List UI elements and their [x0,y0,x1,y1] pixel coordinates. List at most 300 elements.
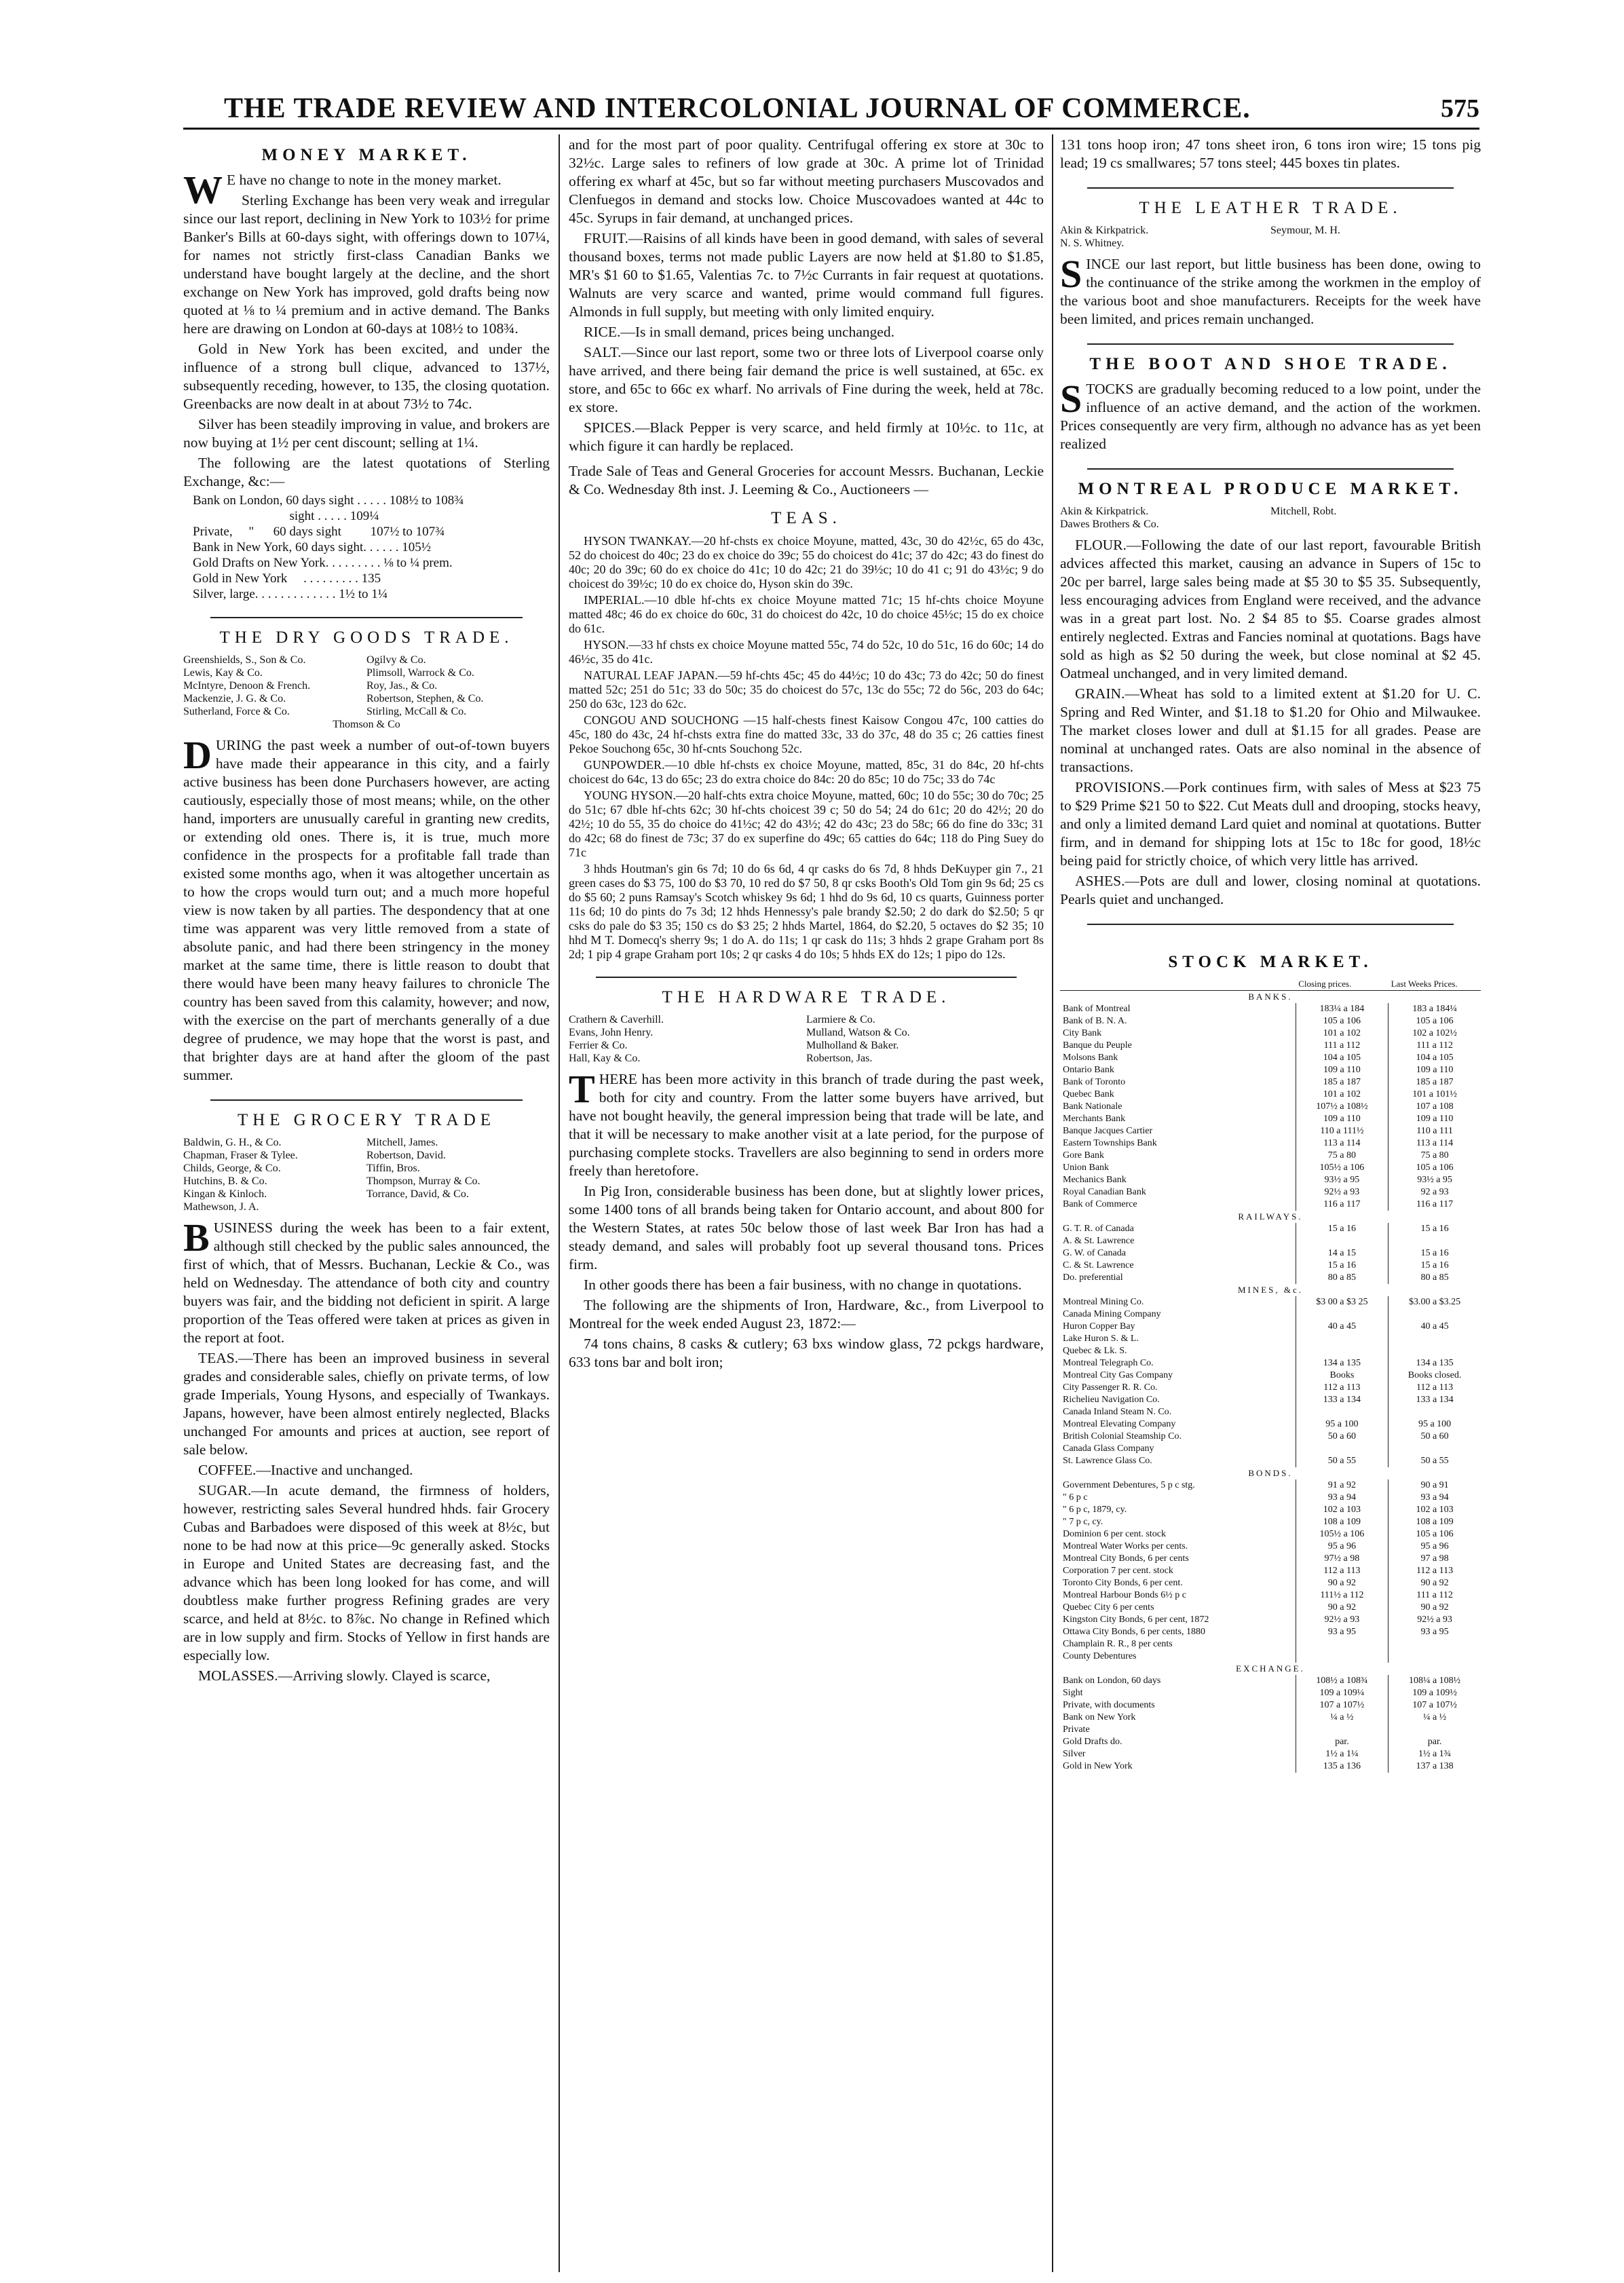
table-row [1060,1724,1481,1736]
table-row [1060,1541,1481,1553]
stock-closing-price: 109 a 110 [1296,1064,1388,1076]
table-row [1060,1650,1481,1663]
exchange-quotations: Bank on London, 60 days sight . . . . . 108½ to 108¾ sight . . . . . 109¼ Private, " 60 days sight 107½ to 107¾ Bank in New York, 60 days sight. . . . . . 105½ Gold Drafts on New York. . . . . . . . . ⅛ to ¼ prem. Gold in New York . . . . . . . . . 135 Silver, large. . . . . . . . . . . . . 1½ to 1¼ [193,493,464,601]
stock-name: Gold in New York [1063,1761,1133,1771]
section-heading-money-market: MONEY MARKET. [261,146,472,164]
stock-last-week-price: 93 a 94 [1389,1492,1481,1504]
stock-name: Quebec & Lk. S. [1063,1346,1127,1356]
stock-section-label: RAILWAYS. [1238,1211,1303,1222]
stock-last-week-price: 107 a 108 [1389,1101,1481,1113]
stock-closing-price: 111½ a 112 [1296,1589,1388,1602]
stock-name: Quebec City 6 per cents [1063,1602,1154,1612]
section-heading-grocery: THE GROCERY TRADE [237,1111,496,1129]
stock-section-label: EXCHANGE. [1236,1663,1305,1674]
section-rule [1087,187,1454,189]
paragraph: Silver has been steadily improving in value, and brokers are now buying at 1½ per cent discount; selling at 1¼. [183,416,550,451]
table-row [1060,1675,1481,1687]
table-row [1060,1614,1481,1626]
firm: Baldwin, G. H., & Co. [183,1137,282,1148]
stock-name: Kingston City Bonds, 6 per cent, 1872 [1063,1615,1209,1625]
table-row [1060,1638,1481,1650]
stock-last-week-price: 75 a 80 [1389,1150,1481,1162]
stock-closing-price: 93 a 95 [1296,1626,1388,1638]
table-row [1060,1015,1481,1027]
firm: Mitchell, James. [366,1137,438,1148]
stock-name: Champlain R. R., 8 per cents [1063,1639,1173,1649]
stock-closing-price: 104 a 105 [1296,1052,1388,1064]
stock-closing-price: $3 00 a $3 25 [1296,1296,1388,1308]
stock-last-week-price [1389,1333,1481,1345]
table-row [1060,1199,1481,1211]
firm: Mulholland & Baker. [806,1040,899,1051]
table-row [1060,1308,1481,1321]
table-row [1060,1553,1481,1565]
firm [1270,518,1481,531]
stock-last-week-price [1389,1638,1481,1650]
stock-table-body [1060,991,1481,1773]
table-row [1060,1370,1481,1382]
stock-name: Corporation 7 per cent. stock [1063,1566,1173,1576]
stock-closing-price: 1½ a 1¼ [1296,1748,1388,1760]
table-row [1060,1272,1481,1284]
stock-closing-price: 95 a 96 [1296,1541,1388,1553]
stock-name: Sight [1063,1688,1083,1698]
paragraph: The following are the latest quotations of Sterling Exchange, &c:— [183,455,550,489]
column-header-closing: Closing prices. [1296,978,1388,991]
stock-last-week-price: 50 a 60 [1389,1431,1481,1443]
stock-last-week-price: 112 a 113 [1389,1565,1481,1577]
firm: Lewis, Kay & Co. [183,667,263,679]
stock-name: City Passenger R. R. Co. [1063,1382,1158,1393]
stock-closing-price [1296,1308,1388,1321]
stock-closing-price: 109 a 109¼ [1296,1687,1388,1699]
section-heading-stock-market: STOCK MARKET. [1168,953,1373,971]
paragraph: BUSINESS during the week has been to a fair extent, although still checked by the public sales announced, the first of which, that of Messrs. Buchanan, Leckie & Co., was held on Wednesday. The attendance of both city and country buyers was fair, and the bidding not deficient in spirit. A large proportion of the Teas offered were taken at prices as given in the report at foot. [183,1215,550,1346]
section-rule [210,617,523,618]
paragraph: and for the most part of poor quality. Centrifugal offering ex store at 30c to 32½c. Large sales to refiners of low grade at 30c. A prime lot of Trinidad offering ex wharf at 45c, but so far without meeting purchasers Muscovados and Clenfuegos in demand and stocks low. Choice Muscovadoes wanted at 44c to 45c. Syrups in fair demand, at unchanged prices. [569,136,1044,226]
stock-name: G. T. R. of Canada [1063,1224,1134,1234]
paragraph: In Pig Iron, considerable business has been done, but at slightly lower prices, some 1400 tons of all brands being taken for Ontario account, and about 800 for the Western States, at rates 50c below those of last week Bar Iron has had a steady demand, and sales will probably foot up several thousand tons. Prices firm. [569,1183,1044,1272]
stock-name: Montreal Harbour Bonds 6½ p c [1063,1590,1186,1600]
stock-last-week-price: 104 a 105 [1389,1052,1481,1064]
stock-name: British Colonial Steamship Co. [1063,1431,1182,1441]
stock-name: Ontario Bank [1063,1065,1114,1075]
table-row [1060,1760,1481,1773]
stock-closing-price: 105 a 106 [1296,1015,1388,1027]
firm-list [569,1013,1044,1065]
stock-section-row [1060,1211,1481,1223]
stock-section-label: MINES, &c. [1237,1285,1304,1295]
page-number: 575 [1441,94,1479,123]
stock-last-week-price: 95 a 100 [1389,1418,1481,1431]
stock-closing-price: 107 a 107½ [1296,1699,1388,1712]
firm: Sutherland, Force & Co. [183,706,290,717]
paragraph: PROVISIONS.—Pork continues firm, with sales of Mess at $23 75 to $29 Prime $21 50 to $22. Cut Meats dull and drooping, stocks heavy, and only a limited demand Lard quiet and nominal at quotations. Butter firm, and in demand for shipping lots at 15c to 18c for good, 18½c being paid for strictly choice, of which very little has arrived. [1060,779,1481,869]
stock-name: Bank of Montreal [1063,1004,1131,1014]
paragraph: Gold in New York has been excited, and under the influence of a strong bull clique, advanced to 137½, subsequently receding, however, to 135, the closing quotation. Greenbacks are now dealt in at about 73½ to 74c. [183,341,550,412]
section-rule [210,1099,523,1101]
stock-name: Merchants Bank [1063,1114,1126,1124]
stock-table [1060,978,1481,1773]
stock-name: St. Lawrence Glass Co. [1063,1456,1152,1466]
stock-last-week-price: 109 a 109½ [1389,1687,1481,1699]
stock-name: Union Bank [1063,1163,1110,1173]
stock-name: Canada Glass Company [1063,1444,1154,1454]
stock-closing-price: 93 a 94 [1296,1492,1388,1504]
table-row [1060,1125,1481,1137]
paragraph: THERE has been more activity in this branch of trade during the past week, both for city and country. From the latter some buyers have arrived, but have not bought heavily, the general impression being that trade will be late, and that it will be necessary to make another visit at a late period, for the purpose of purchasing complete stocks. Travellers are also beginning to send in orders more freely than heretofore. [569,1067,1044,1179]
section-heading-hardware: THE HARDWARE TRADE. [662,988,951,1006]
stock-name: Mechanics Bank [1063,1175,1127,1185]
stock-section-row [1060,991,1481,1004]
tea-lot: CONGOU AND SOUCHONG —15 half-chests finest Kaisow Congou 47c, 100 catties do 45c, 180 do 43c, 24 hf-chsts extra fine do matted 33c, 33 do 37c, 48 do 35 c; 26 catties finest Pekoe Souchong 65c, 30 hf-cnts Souchong 52c. [569,713,1044,755]
table-row [1060,1479,1481,1492]
paragraph: MOLASSES.—Arriving slowly. Clayed is scarce, [198,1667,491,1684]
stock-last-week-price: 185 a 187 [1389,1076,1481,1089]
stock-section-row [1060,1284,1481,1296]
column-header-last-week: Last Weeks Prices. [1389,978,1481,991]
stock-closing-price: ¼ a ½ [1296,1712,1388,1724]
stock-closing-price: 112 a 113 [1296,1382,1388,1394]
stock-closing-price: 108½ a 108¾ [1296,1675,1388,1687]
firm: Mulland, Watson & Co. [806,1027,910,1038]
stock-name: Montreal Water Works per cents. [1063,1541,1188,1551]
table-row [1060,1101,1481,1113]
table-row [1060,1589,1481,1602]
table-row [1060,1113,1481,1125]
stock-name: " 6 p c, 1879, cy. [1063,1505,1127,1515]
stock-closing-price [1296,1650,1388,1663]
stock-closing-price [1296,1406,1388,1418]
spirits-lot: 3 hhds Houtman's gin 6s 7d; 10 do 6s 6d, 4 qr casks do 6s 7d, 8 hhds DeKuyper gin 7., 21 green cases do $3 75, 100 do $3 70, 10 red do $7 50, 8 qr csks Booth's Old Tom gin 9s 6d; 25 cs do $5 60; 2 puns Ramsay's Scotch whiskey 9s 6d; 1 hhd do 9s 6d, 10 cs quarts, Guinness porter 11s 6d; 10 do pints do 7s 3d; 12 hhds Hennessy's pale brandy $2.50; 2 do dark do $2.50; 5 qr csks do pale do $3 35; 150 cs do $3 25; 2 hhds Martel, 1864, do $2.20, 5 octaves do $2 35; 10 hhd M T. Domecq's sherry 9s; 1 do A. do 11s; 1 qr cask do 11s; 3 hhds 2 grape Graham port 8s 2d; 1 pip 4 grape Graham port 10s; 2 qr casks 4 do 10s; 5 hhds EX do 12s; 1 pipo do 12s. [569,862,1044,961]
stock-last-week-price: 111 a 112 [1389,1040,1481,1052]
stock-last-week-price: 93 a 95 [1389,1626,1481,1638]
stock-name: Bank on London, 60 days [1063,1676,1161,1686]
stock-last-week-price [1389,1406,1481,1418]
stock-closing-price: 50 a 60 [1296,1431,1388,1443]
tea-sale-intro: Trade Sale of Teas and General Groceries for account Messrs. Buchanan, Leckie & Co. Wednesday 8th inst. J. Leeming & Co., Auctioneers — [569,463,1044,497]
stock-name: Bank Nationale [1063,1101,1122,1112]
stock-name: Toronto City Bonds, 6 per cent. [1063,1578,1183,1588]
stock-last-week-price: 95 a 96 [1389,1541,1481,1553]
paragraph: FRUIT.—Raisins of all kinds have been in good demand, with sales of several thousand boxes, terms not made public Layers are now held at $1.80 to $1.85, MR's $1 60 to $1.65, Valentias 7c. to 7½c Currants in fair request at quotations. Walnuts are very scarce and wanted, prime would command full figures. Almonds in full supply, but meeting with only limited enquiry. [569,230,1044,320]
stock-closing-price: 93½ a 95 [1296,1174,1388,1186]
stock-last-week-price: 107 a 107½ [1389,1699,1481,1712]
table-row [1060,1052,1481,1064]
stock-last-week-price: 15 a 16 [1389,1260,1481,1272]
table-row [1060,1333,1481,1345]
stock-closing-price: 116 a 117 [1296,1199,1388,1211]
firm: Ferrier & Co. [569,1040,628,1051]
firm [1270,237,1481,250]
stock-closing-price [1296,1333,1388,1345]
stock-closing-price: 92½ a 93 [1296,1614,1388,1626]
stock-last-week-price: 183 a 184¼ [1389,1003,1481,1015]
column-divider [1052,134,1053,2272]
stock-closing-price: Books [1296,1370,1388,1382]
firm: Kingan & Kinloch. [183,1188,267,1200]
stock-last-week-price: 92 a 93 [1389,1186,1481,1199]
stock-name: Gore Bank [1063,1150,1105,1161]
stock-closing-price: 111 a 112 [1296,1040,1388,1052]
tea-lot: NATURAL LEAF JAPAN.—59 hf-chts 45c; 45 do 44½c; 10 do 43c; 73 do 42c; 50 do finest matted 52c; 251 do 51c; 33 do 50c; 35 do choicest do 57c, 13c do 55c; 72 do 56c, 203 do 64c; 250 do 63c, 123 do 62c. [569,668,1044,711]
page-header [183,88,1479,130]
paragraph: Sterling Exchange has been very weak and irregular since our last report, declining in New York to 103½ for prime Banker's Bills at 60-days sight, with offerings down to 107¼, for names not strictly first-class Canadian Banks we understand have bought largely at the decline, and the short exchange on New York has improved, gold drafts being now quoted at ⅛ to ¼ premium and in active demand. The Banks here are drawing on London at 60-days at 108½ to 108¾. [183,192,550,337]
firm-list [1060,224,1481,250]
stock-name: Montreal City Gas Company [1063,1370,1173,1380]
stock-name: Do. preferential [1063,1272,1123,1283]
stock-last-week-price: 40 a 45 [1389,1321,1481,1333]
table-row [1060,1699,1481,1712]
stock-closing-price: 91 a 92 [1296,1479,1388,1492]
firm: Childs, George, & Co. [183,1163,281,1174]
stock-last-week-price: 110 a 111 [1389,1125,1481,1137]
stock-name: Montreal City Bonds, 6 per cents [1063,1553,1189,1564]
stock-closing-price: 97½ a 98 [1296,1553,1388,1565]
paragraph: DURING the past week a number of out-of-town buyers have made their appearance in this city, and a fairly active business has been done Purchasers however, are acting cautiously, especially those of most means; while, on the other hand, importers are unusually careful in granting new credits, or extending old ones. There is, it is true, much more confidence in the prospects for a profitable fall trade than existed some months ago, when it was altogether uncertain as to how the crops would turn out; and a much more hopeful view is now taken by all parties. The despondency that at one time was apparent was very little removed from a state of absolute panic, and had there been stringency in the money market at the same time, there is little reason to doubt that there would have been many heavy failures to chronicle The country has been saved from this calamity, however; and now, with the exercise on the part of merchants generally of a due degree of prudence, we may hope that the worst is past, and that brighter days are at hand after the gloom of the past summer. [183,733,550,1083]
stock-last-week-price: 90 a 92 [1389,1602,1481,1614]
paragraph: WE have no change to note in the money market. [183,168,502,212]
firm: Mackenzie, J. G. & Co. [183,693,286,704]
table-row [1060,1162,1481,1174]
table-row [1060,1406,1481,1418]
firm: Akin & Kirkpatrick. [1060,506,1149,517]
table-row [1060,1418,1481,1431]
stock-last-week-price [1389,1308,1481,1321]
stock-name: Molsons Bank [1063,1053,1118,1063]
stock-last-week-price: 108 a 109 [1389,1516,1481,1528]
table-row [1060,1076,1481,1089]
stock-closing-price: 15 a 16 [1296,1223,1388,1235]
column-header-name [1060,978,1296,991]
firm: Thompson, Murray & Co. [366,1175,480,1187]
paragraph: COFFEE.—Inactive and unchanged. [198,1462,413,1478]
paragraph: ASHES.—Pots are dull and lower, closing nominal at quotations. Pearls quiet and unchanged. [1060,873,1481,907]
stock-last-week-price: 105 a 106 [1389,1015,1481,1027]
table-row [1060,1736,1481,1748]
stock-last-week-price: 92½ a 93 [1389,1614,1481,1626]
stock-closing-price: 101 a 102 [1296,1089,1388,1101]
stock-last-week-price [1389,1443,1481,1455]
stock-last-week-price: 102 a 103 [1389,1504,1481,1516]
stock-closing-price: 113 a 114 [1296,1137,1388,1150]
stock-name: Bank of B. N. A. [1063,1016,1127,1026]
stock-name: Bank on New York [1063,1712,1136,1722]
paragraph: 131 tons hoop iron; 47 tons sheet iron, 6 tons iron wire; 15 tons pig lead; 19 cs smallwares; 57 tons steel; 445 boxes tin plates. [1060,136,1481,171]
stock-name: Eastern Townships Bank [1063,1138,1157,1148]
stock-last-week-price: 1½ a 1¾ [1389,1748,1481,1760]
stock-last-week-price: 90 a 91 [1389,1479,1481,1492]
section-heading-leather: THE LEATHER TRADE. [1139,199,1402,217]
stock-name: A. & St. Lawrence [1063,1236,1135,1246]
firm: Chapman, Fraser & Tylee. [183,1150,298,1161]
stock-closing-price: 102 a 103 [1296,1504,1388,1516]
stock-last-week-price: 105 a 106 [1389,1162,1481,1174]
table-row [1060,1516,1481,1528]
paragraph: SINCE our last report, but little business has been done, owing to the continuance of the strike among the workmen in the employ of the various boot and shoe manufacturers. Receipts for the week have been limited, and prices remain unchanged. [1060,252,1481,327]
stock-name: Silver [1063,1749,1086,1759]
column-3 [1060,136,1481,2273]
firm-list [183,1136,550,1213]
table-row [1060,1137,1481,1150]
stock-closing-price: 92½ a 93 [1296,1186,1388,1199]
stock-last-week-price: 109 a 110 [1389,1113,1481,1125]
stock-closing-price: 109 a 110 [1296,1113,1388,1125]
table-row [1060,1260,1481,1272]
paragraph: FLOUR.—Following the date of our last report, favourable British advices affected this market, causing an advance in Supers of 15c to 20c per barrel, large sales being made at $5 30 to $5 35. Subsequently, less encouraging advices from England were received, and the advance was in a great part lost. No. 2 $4 85 to $5. Coarse grades almost entirely neglected. Extras and Fancies nominal at quotations. Bags have sold as high as $2 50 during the week, but close nominal at $2 45. Oatmeal unchanged, and in very limited demand. [1060,537,1481,681]
stock-name: Private, with documents [1063,1700,1155,1710]
table-row [1060,1565,1481,1577]
paragraph: SALT.—Since our last report, some two or three lots of Liverpool coarse only have arrived, and there being fair demand the price is well sustained, at 65c. ex store, and 65c to 66c ex wharf. No arrivals of Fine during the week, held at 78c. ex store. [569,344,1044,415]
section-rule [1087,924,1454,925]
table-row [1060,1040,1481,1052]
stock-last-week-price: 116 a 117 [1389,1199,1481,1211]
stock-last-week-price: 80 a 85 [1389,1272,1481,1284]
stock-last-week-price [1389,1650,1481,1663]
section-rule [596,977,1017,978]
stock-closing-price: 80 a 85 [1296,1272,1388,1284]
stock-name: C. & St. Lawrence [1063,1260,1134,1270]
firm [366,1201,550,1213]
stock-name: City Bank [1063,1028,1102,1038]
table-row [1060,1712,1481,1724]
stock-closing-price: 101 a 102 [1296,1027,1388,1040]
firm: Seymour, M. H. [1270,225,1340,236]
paragraph: GRAIN.—Wheat has sold to a limited extent at $1.20 for U. C. Spring and Red Winter, and $1.18 to $1.20 for Ohio and Milwaukee. The market closes lower and dull at $1.15 for all grades. Pease are nominal at unchanged rates. Oats are also nominal in the absence of transactions. [1060,685,1481,775]
stock-name: Government Debentures, 5 p c stg. [1063,1480,1195,1490]
table-row [1060,1687,1481,1699]
firm: Stirling, McCall & Co. [366,706,467,717]
stock-last-week-price [1389,1235,1481,1247]
firm: Robertson, Stephen, & Co. [366,693,484,704]
stock-last-week-price: 108¼ a 108½ [1389,1675,1481,1687]
firm: Crathern & Caverhill. [569,1014,664,1025]
stock-closing-price: 134 a 135 [1296,1357,1388,1370]
section-heading-dry-goods: THE DRY GOODS TRADE. [219,628,514,647]
stock-closing-price: 90 a 92 [1296,1602,1388,1614]
tea-lot: IMPERIAL.—10 dble hf-chts ex choice Moyune matted 71c; 15 hf-chts choice Moyune matted 48c; 46 do ex choice do 60c, 31 do choicest do 42c, 10 do choice 45½c; 15 do ex choice do 61c. [569,593,1044,635]
stock-section-row [1060,1663,1481,1675]
stock-last-week-price: 15 a 16 [1389,1223,1481,1235]
stock-last-week-price [1389,1724,1481,1736]
stock-last-week-price: 97 a 98 [1389,1553,1481,1565]
table-row [1060,1492,1481,1504]
firm: Thomson & Co [333,719,400,730]
firm: Greenshields, S., Son & Co. [183,654,306,666]
stock-closing-price [1296,1443,1388,1455]
stock-closing-price: 105½ a 106 [1296,1528,1388,1541]
table-row [1060,1003,1481,1015]
paragraph: STOCKS are gradually becoming reduced to a low point, under the influence of an active demand, and the action of the workmen. Prices consequently are very firm, although no advance has as yet been realized [1060,377,1481,452]
table-row [1060,1455,1481,1467]
stock-name: Gold Drafts do. [1063,1737,1122,1747]
stock-last-week-price: 111 a 112 [1389,1589,1481,1602]
stock-closing-price: 183¼ a 184 [1296,1003,1388,1015]
firm: Dawes Brothers & Co. [1060,518,1159,530]
stock-closing-price [1296,1724,1388,1736]
table-row [1060,1394,1481,1406]
firm-list [183,654,550,731]
stock-name: Bank of Toronto [1063,1077,1126,1087]
table-row [1060,1528,1481,1541]
firm: Mathewson, J. A. [183,1201,259,1213]
tea-lot: HYSON.—33 hf chsts ex choice Moyune matted 55c, 74 do 52c, 10 do 51c, 16 do 60c; 14 do 46½c, 35 do 41c. [569,638,1044,666]
table-row [1060,1150,1481,1162]
column-2 [569,136,1044,2273]
stock-name: Private [1063,1724,1090,1735]
paragraph: TEAS.—There has been an improved business in several grades and considerable sales, chiefly on private terms, of low grade Imperials, Young Hysons, and especially of Twankays. Japans, however, have been almost entirely neglected, Blacks unchanged For amounts and prices at auction, see report of sale below. [183,1350,550,1458]
section-heading-boot-shoe: THE BOOT AND SHOE TRADE. [1089,355,1452,373]
table-row [1060,1345,1481,1357]
firm: Robertson, Jas. [806,1053,873,1064]
stock-last-week-price: par. [1389,1736,1481,1748]
stock-last-week-price: 137 a 138 [1389,1760,1481,1773]
stock-last-week-price: 90 a 92 [1389,1577,1481,1589]
tea-lot: GUNPOWDER.—10 dble hf-chsts ex choice Moyune, matted, 85c, 31 do 84c, 20 hf-chts choicest do 64c, 13 do 65c; 23 do extra choice do 84c: 20 do 85c; 10 do 75c; 33 do 74c [569,758,1044,786]
stock-last-week-price: 105 a 106 [1389,1528,1481,1541]
stock-last-week-price: 109 a 110 [1389,1064,1481,1076]
tea-lot: HYSON TWANKAY.—20 hf-chsts ex choice Moyune, matted, 43c, 30 do 42½c, 65 do 43c, 52 do choicest do 40c; 23 do ex choice do 39c; 55 do choicest do 41c; 37 do 42c; 43 do finest do 40c; 20 do 39c; 60 do ex choice do 41c; 10 do 42c; 21 do 39½c; 10 do 41 c; 91 do 43½c; 9 do choicest do 39½c; 10 do ex choice do, Hyson skin do 39c. [569,534,1044,590]
stock-name: Banque du Peuple [1063,1040,1132,1051]
stock-closing-price: 112 a 113 [1296,1565,1388,1577]
stock-name: " 6 p c [1063,1492,1088,1503]
stock-name: Royal Canadian Bank [1063,1187,1146,1197]
table-row [1060,1296,1481,1308]
stock-name: Banque Jacques Cartier [1063,1126,1153,1136]
stock-name: Quebec Bank [1063,1089,1114,1099]
table-row [1060,1602,1481,1614]
table-row [1060,1064,1481,1076]
stock-name: G. W. of Canada [1063,1248,1126,1258]
stock-last-week-price: Books closed. [1389,1370,1481,1382]
stock-section-label: BANKS. [1248,992,1293,1002]
stock-last-week-price: 113 a 114 [1389,1137,1481,1150]
table-row [1060,1382,1481,1394]
stock-name: Dominion 6 per cent. stock [1063,1529,1167,1539]
firm: Roy, Jas., & Co. [366,680,438,692]
stock-last-week-price: 112 a 113 [1389,1382,1481,1394]
stock-closing-price: 105½ a 106 [1296,1162,1388,1174]
stock-name: Montreal Elevating Company [1063,1419,1176,1429]
stock-closing-price [1296,1345,1388,1357]
stock-last-week-price: 101 a 101½ [1389,1089,1481,1101]
firm: Ogilvy & Co. [366,654,426,666]
stock-closing-price: 14 a 15 [1296,1247,1388,1260]
stock-closing-price: 90 a 92 [1296,1577,1388,1589]
stock-name: Lake Huron S. & L. [1063,1334,1139,1344]
firm-list [1060,505,1481,531]
table-row [1060,1357,1481,1370]
table-row [1060,1504,1481,1516]
stock-last-week-price [1389,1345,1481,1357]
firm: Mitchell, Robt. [1270,506,1337,517]
firm: Hutchins, B. & Co. [183,1175,267,1187]
stock-closing-price [1296,1638,1388,1650]
stock-closing-price [1296,1235,1388,1247]
stock-last-week-price: 134 a 135 [1389,1357,1481,1370]
firm: Plimsoll, Warrock & Co. [366,667,474,679]
stock-closing-price: 185 a 187 [1296,1076,1388,1089]
stock-last-week-price: 133 a 134 [1389,1394,1481,1406]
stock-name: Canada Inland Steam N. Co. [1063,1407,1172,1417]
firm: Robertson, David. [366,1150,446,1161]
table-row [1060,1089,1481,1101]
table-row [1060,1577,1481,1589]
table-row [1060,1027,1481,1040]
stock-last-week-price: 93½ a 95 [1389,1174,1481,1186]
stock-name: Richelieu Navigation Co. [1063,1395,1160,1405]
table-row [1060,1235,1481,1247]
